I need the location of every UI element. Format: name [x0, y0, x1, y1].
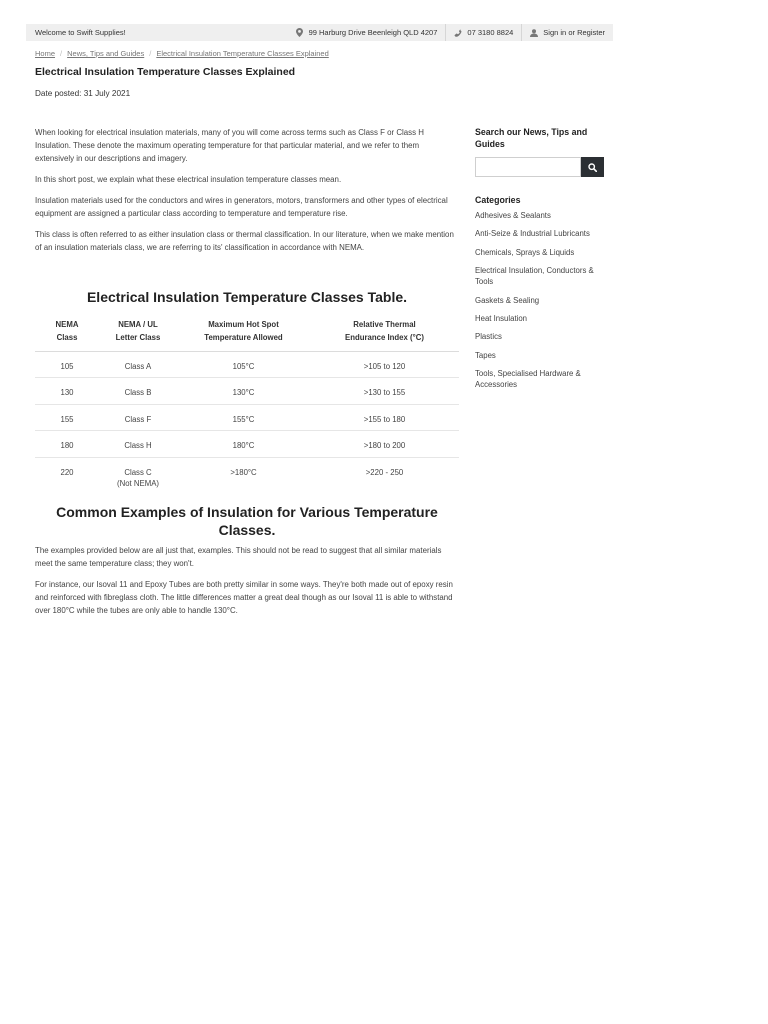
- table-header-cell: [35, 313, 99, 351]
- table-cell-text: >105 to 120: [363, 361, 406, 371]
- table-cell-text: Class A: [124, 361, 152, 371]
- table-cell: [99, 457, 177, 493]
- table-row: [35, 457, 459, 493]
- table-header-text: NEMA: [55, 320, 79, 330]
- table-cell: [177, 457, 310, 493]
- table-cell: [310, 404, 459, 431]
- category-link[interactable]: Tools, Specialised Hardware & Accessories: [475, 368, 581, 390]
- account-link[interactable]: [521, 24, 613, 41]
- table-cell: [99, 431, 177, 458]
- table-cell-text: >180°C: [230, 467, 257, 477]
- table-cell: [177, 431, 310, 458]
- breadcrumb-separator: /: [60, 49, 63, 58]
- table-header-text: NEMA / UL: [118, 320, 158, 330]
- table-cell: [99, 378, 177, 405]
- table-heading: Electrical Insulation Temperature Classes Table.: [86, 289, 408, 305]
- table-header-cell: [310, 313, 459, 351]
- sidebar-search-form: [475, 157, 610, 177]
- table-cell-text: >130 to 155: [363, 388, 406, 397]
- phone-icon: [454, 29, 463, 37]
- phone-link[interactable]: [445, 24, 521, 41]
- table-cell: [310, 378, 459, 405]
- table-cell-text: 220: [60, 467, 74, 477]
- top-utility-bar: [26, 24, 613, 41]
- table-header-text: Relative Thermal: [353, 320, 416, 330]
- table-cell: [35, 431, 99, 458]
- table-cell-text: 155: [60, 414, 74, 424]
- table-cell: [310, 457, 459, 493]
- table-cell: [310, 351, 459, 378]
- table-row: [35, 351, 459, 378]
- breadcrumb-separator: /: [149, 49, 152, 58]
- breadcrumb-home[interactable]: Home: [35, 49, 56, 58]
- table-cell-text: Class B: [124, 388, 152, 397]
- table-cell-text: Class H: [124, 441, 152, 450]
- table-cell-text: >155 to 180: [363, 414, 406, 424]
- table-cell: [177, 378, 310, 405]
- article-paragraph: In this short post, we explain what these electrical insulation temperature classes mean.: [35, 175, 342, 184]
- table-header-text: Endurance Index (°C): [345, 332, 424, 342]
- table-cell-text: 180: [60, 441, 74, 450]
- table-body: [35, 351, 459, 493]
- table-header-row: [35, 313, 459, 351]
- table-header-text: Class: [56, 332, 78, 342]
- category-link[interactable]: Electrical Insulation, Conductors & Tools: [475, 265, 594, 287]
- phone-number: 07 3180 8824: [467, 28, 514, 37]
- table-cell: [177, 404, 310, 431]
- table-header-cell: [99, 313, 177, 351]
- breadcrumb: [35, 49, 329, 58]
- article-paragraph: When looking for electrical insulation materials, many of you will come across terms such as Class F or Class H Insulation. These denote the maximum operating temperature for that particular material, and we refer to them extensively in our descriptions and imagery.: [35, 128, 424, 163]
- user-icon: [530, 29, 539, 37]
- table-row: [35, 404, 459, 431]
- table-cell: [35, 457, 99, 493]
- examples-heading: Common Examples of Insulation for Various Temperature Classes.: [56, 504, 438, 538]
- table-cell-text: >180 to 200: [363, 441, 406, 450]
- table-cell-text: >220 - 250: [365, 467, 404, 477]
- store-address[interactable]: [288, 24, 446, 41]
- insulation-classes-table: [35, 313, 459, 493]
- table-cell-text: 130: [60, 388, 74, 397]
- table-cell: [310, 431, 459, 458]
- search-button[interactable]: [581, 157, 604, 177]
- sidebar: [475, 126, 610, 398]
- table-cell: [177, 351, 310, 378]
- article-paragraph: Insulation materials used for the conductors and wires in generators, motors, transformers and other types of electrical equipment are assigned a particular class according to temperature and temperature rise.: [35, 196, 448, 218]
- table-cell: [35, 378, 99, 405]
- table-row: [35, 431, 459, 458]
- table-cell-text: 130°C: [232, 388, 255, 397]
- table-header-text: Letter Class: [115, 332, 161, 342]
- table-cell-text: 105°C: [232, 361, 255, 371]
- category-link[interactable]: Chemicals, Sprays & Liquids: [475, 247, 575, 257]
- map-pin-icon: [296, 28, 305, 37]
- article-paragraph: This class is often referred to as either insulation class or thermal classification. In our literature, when we make mention of an insulation materials class, we are referring to its' classification in accordance with NEMA.: [35, 230, 454, 252]
- table-cell-text: 180°C: [232, 441, 255, 450]
- categories-title: Categories: [475, 195, 521, 205]
- table-cell-text: 155°C: [232, 414, 255, 424]
- table-cell-text: Class F: [124, 414, 152, 424]
- search-icon: [588, 163, 597, 172]
- category-link[interactable]: Gaskets & Sealing: [475, 295, 540, 305]
- address-text: 99 Harburg Drive Beenleigh QLD 4207: [308, 28, 438, 37]
- table-header-text: Temperature Allowed: [204, 332, 283, 342]
- table-cell: [35, 404, 99, 431]
- search-input[interactable]: [475, 157, 581, 177]
- table-row: [35, 378, 459, 405]
- table-cell-text: 105: [60, 361, 74, 371]
- category-link[interactable]: Adhesives & Sealants: [475, 211, 551, 220]
- page-title: Electrical Insulation Temperature Classes Explained: [35, 66, 296, 78]
- examples-paragraph: The examples provided below are all just that, examples. This should not be read to suggest that all similar materials meet the same temperature class; they won't.: [35, 546, 442, 568]
- article-body: [35, 126, 459, 254]
- examples-paragraph: For instance, our Isoval 11 and Epoxy Tubes are both pretty similar in some ways. They're both made out of epoxy resin and reinforced with fibreglass cloth. The little differences matter a great deal though as our Isoval 11 is able to withstand over 180°C while the tubes are only able to handle 130°C.: [35, 580, 453, 615]
- table-header-cell: [177, 313, 310, 351]
- breadcrumb-current[interactable]: Electrical Insulation Temperature Classes Explained: [156, 49, 329, 58]
- category-link[interactable]: Heat Insulation: [475, 313, 528, 323]
- examples-body: [35, 544, 459, 617]
- table-cell: [99, 404, 177, 431]
- category-link[interactable]: Plastics: [475, 332, 502, 342]
- category-link[interactable]: Anti-Seize & Industrial Lubricants: [475, 229, 590, 239]
- table-cell: [35, 351, 99, 378]
- account-text: Sign in or Register: [543, 28, 605, 37]
- sidebar-search-title: Search our News, Tips and Guides: [475, 127, 588, 149]
- table-cell-text: Class C: [124, 467, 152, 477]
- welcome-message: Welcome to Swift Supplies!: [35, 28, 126, 37]
- table-cell: [99, 351, 177, 378]
- table-header-text: Maximum Hot Spot: [208, 320, 279, 330]
- category-link[interactable]: Tapes: [475, 350, 496, 360]
- table-cell-text: (Not NEMA): [116, 479, 160, 488]
- breadcrumb-news[interactable]: News, Tips and Guides: [67, 49, 145, 58]
- categories-list: [475, 210, 610, 391]
- date-posted: Date posted: 31 July 2021: [35, 89, 131, 98]
